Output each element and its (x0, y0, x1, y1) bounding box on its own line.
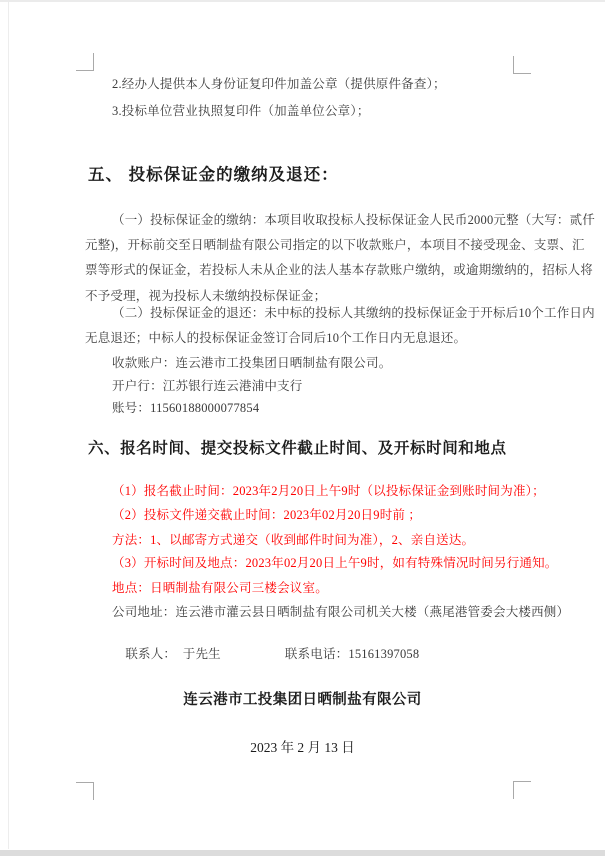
company-address-line: 公司地址：连云港市灌云县日晒制盐有限公司机关大楼（燕尾港管委会大楼西侧） (112, 605, 570, 619)
section5-p2-line1: （二）投标保证金的退还：未中标的投标人其缴纳的投标保证金于开标后10个工作日内 (112, 306, 595, 320)
margin-mark-bottom-right (513, 781, 531, 799)
page-left-edge (8, 2, 9, 849)
margin-mark-bottom-left (76, 782, 94, 800)
section6-heading: 六、报名时间、提交投标文件截止时间、及开标时间和地点 (88, 440, 507, 457)
account-bank-line: 开户行：江苏银行连云港浦中支行 (112, 379, 303, 393)
bid-opening-line: （3）开标时间及地点：2023年02月20日上午9时，如有特殊情况时间另行通知。 (112, 556, 558, 570)
delivery-methods-line: 方法：1、以邮寄方式递交（收到邮件时间为准），2、亲自送达。 (112, 533, 475, 547)
contact-line (112, 629, 419, 680)
signup-deadline-line: （1）报名截止时间：2023年2月20日上午9时（以投标保证金到账时间为准）； (112, 484, 545, 498)
contact-person: 联系人： 于先生 (125, 647, 221, 661)
venue-line: 地点：日晒制盐有限公司三楼会议室。 (112, 581, 328, 595)
intro-line-2: 2.经办人提供本人身份证复印件加盖公章（提供原件备查）； (112, 77, 446, 91)
section5-p1-line1: （一）投标保证金的缴纳：本项目收取投标人投标保证金人民币2000元整（大写：贰仟 (112, 213, 596, 227)
section5-p1-line4: 不予受理，视为投标人未缴纳投标保证金； (85, 289, 327, 303)
margin-mark-top-left (76, 53, 94, 71)
section5-heading: 五、 投标保证金的缴纳及退还： (88, 166, 339, 184)
section5-p1-line2: 元整)，开标前交至日晒制盐有限公司指定的以下收款账户，本项目不接受现金、支票、汇 (85, 238, 585, 252)
footer-date: 2023 年 2 月 13 日 (250, 740, 355, 755)
page-bottom-edge (0, 850, 605, 856)
section5-p1-line3: 票等形式的保证金，若投标人未从企业的法人基本存款账户缴纳，或逾期缴纳的，招标人将 (85, 263, 594, 277)
contact-phone: 联系电话：15161397058 (284, 647, 420, 661)
margin-mark-top-right (513, 56, 531, 74)
account-number-line: 账号：11560188000077854 (112, 401, 260, 415)
page-top-edge (0, 0, 605, 2)
intro-line-3: 3.投标单位营业执照复印件（加盖单位公章）； (112, 104, 370, 118)
section5-p2-line2: 无息退还；中标人的投标保证金签订合同后10个工作日内无息退还。 (85, 331, 467, 345)
footer-company-name: 连云港市工投集团日晒制盐有限公司 (183, 692, 422, 708)
submit-deadline-line: （2）投标文件递交截止时间：2023年02月20日9时前 ； (112, 508, 422, 522)
account-payee-line: 收款账户：连云港市工投集团日晒制盐有限公司。 (112, 356, 392, 370)
